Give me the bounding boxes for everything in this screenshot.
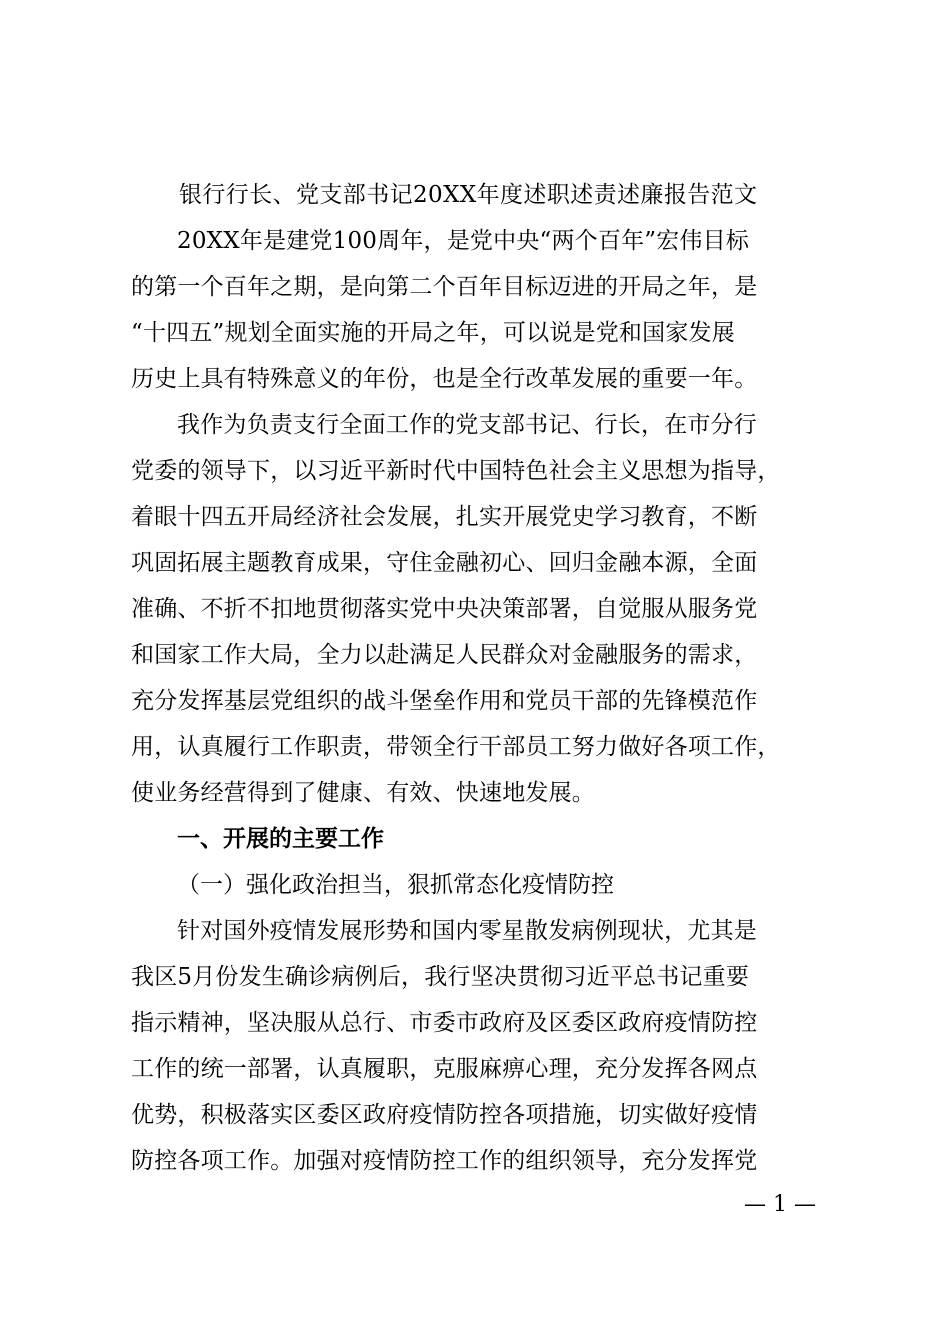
subsection-heading: （一）强化政治担当，狠抓常态化疫情防控 [177, 872, 614, 898]
text-line: 我作为负责支行全面工作的党支部书记、行长，在市分行 [177, 412, 757, 438]
text-line: 用，认真履行工作职责，带领全行干部员工努力做好各项工作， [131, 734, 781, 760]
text-line: 准确、不折不扣地贯彻落实党中央决策部署，自觉服从服务党 [131, 596, 758, 622]
text-line: 的第一个百年之期，是向第二个百年目标迈进的开局之年，是 [131, 274, 758, 300]
text-line: 防控各项工作。加强对疫情防控工作的组织领导，充分发挥党 [131, 1148, 758, 1174]
text-line: 使业务经营得到了健康、有效、快速地发展。 [131, 780, 595, 806]
text-line: 巩固拓展主题教育成果，守住金融初心、回归金融本源，全面 [131, 550, 758, 576]
section-heading: 一、开展的主要工作 [177, 826, 384, 852]
paragraph-responsibility [131, 402, 819, 816]
text-line: 充分发挥基层党组织的战斗堡垒作用和党员干部的先锋模范作 [131, 688, 758, 714]
text-line: 指示精神，坚决服从总行、市委市政府及区委区政府疫情防控 [131, 1010, 758, 1036]
page-number: — 1 — [744, 1192, 816, 1217]
text-line: 优势，积极落实区委区政府疫情防控各项措施，切实做好疫情 [131, 1102, 758, 1128]
text-line: 20XX年是建党100周年，是党中央“两个百年”宏伟目标 [177, 228, 750, 254]
text-line: 历史上具有特殊意义的年份，也是全行改革发展的重要一年。 [131, 366, 758, 392]
text-line: 针对国外疫情发展形势和国内零星散发病例现状，尤其是 [177, 918, 757, 944]
text-line: “十四五”规划全面实施的开局之年，可以说是党和国家发展 [131, 320, 735, 346]
paragraph-intro [131, 218, 819, 402]
text-line: 我区5月份发生确诊病例后，我行坚决贯彻习近平总书记重要 [131, 964, 750, 990]
document-title: 银行行长、党支部书记20XX年度述职述责述廉报告范文 [179, 182, 758, 208]
paragraph-epidemic-control [131, 908, 819, 1184]
text-line: 和国家工作大局，全力以赴满足人民群众对金融服务的需求， [131, 642, 758, 668]
text-line: 党委的领导下，以习近平新时代中国特色社会主义思想为指导， [131, 458, 781, 484]
text-line: 着眼十四五开局经济社会发展，扎实开展党史学习教育，不断 [131, 504, 758, 530]
text-line: 工作的统一部署，认真履职，克服麻痹心理，充分发挥各网点 [131, 1056, 758, 1082]
document-body [131, 218, 819, 1184]
